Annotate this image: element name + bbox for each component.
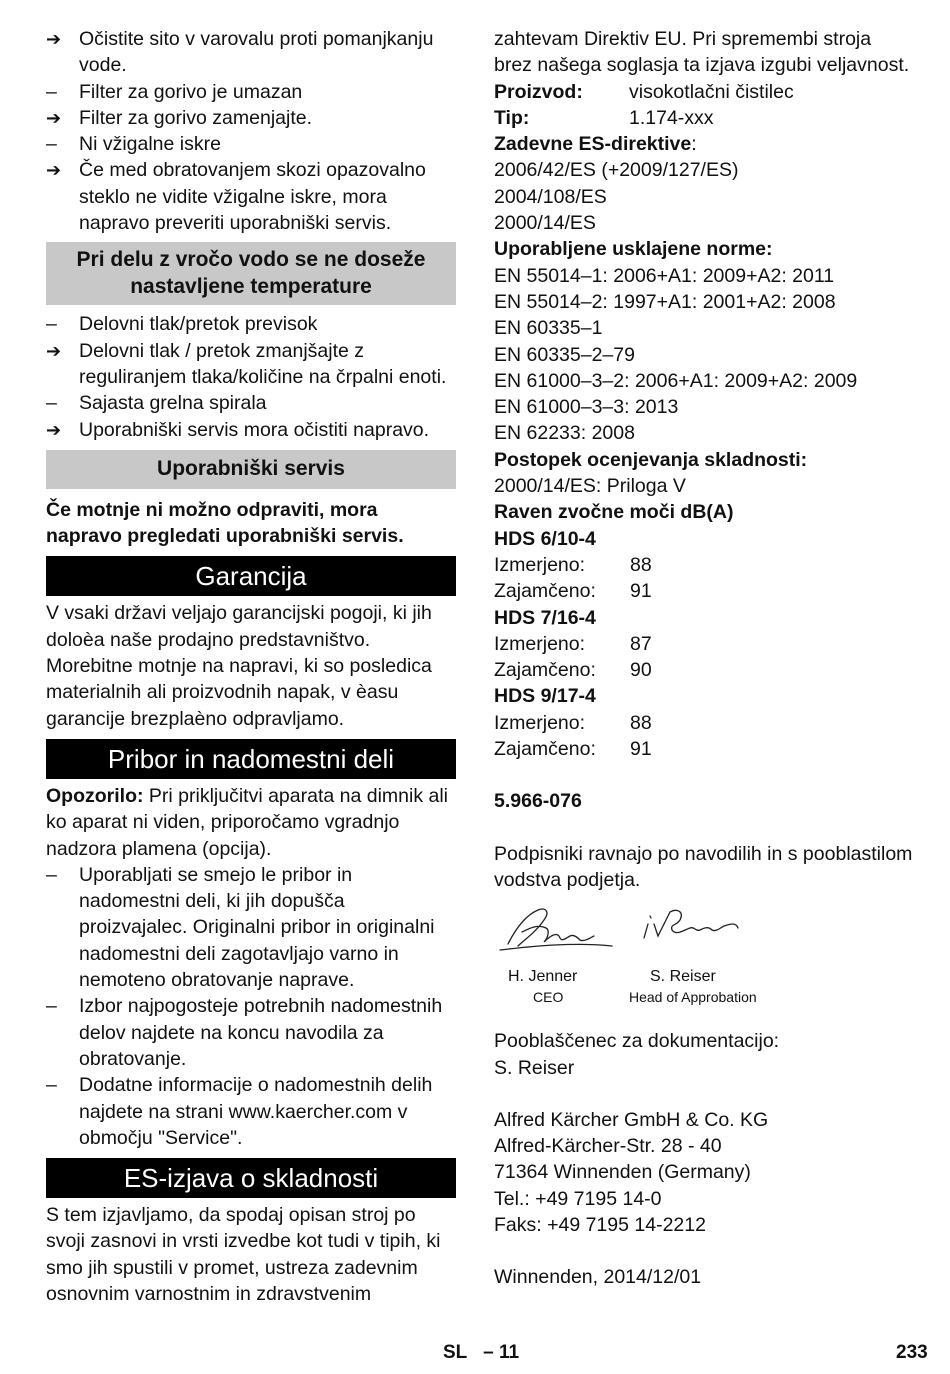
parts-heading: Pribor in nadomestni deli — [46, 739, 456, 779]
conformity-value: 2000/14/ES: Priloga V — [494, 475, 686, 498]
norm-line: EN 60335–2–79 — [494, 343, 635, 366]
company-line: Alfred Kärcher GmbH & Co. KG — [494, 1108, 769, 1131]
norms-label: Uporabljene usklajene norme: — [494, 238, 773, 261]
measured-value: 88 — [630, 711, 652, 734]
trouble-list-1 — [46, 26, 456, 236]
norm-line: EN 55014–1: 2006+A1: 2009+A2: 2011 — [494, 264, 835, 287]
arrow-icon: ➔ — [46, 160, 62, 181]
service-text: Če motnje ni možno odpraviti, mora napravo pregledati uporabniški servis. — [46, 498, 404, 548]
parts-list — [46, 862, 456, 1151]
norm-line: EN 61000–3–2: 2006+A1: 2009+A2: 2009 — [494, 369, 858, 392]
norm-line: EN 60335–1 — [494, 317, 603, 340]
list-item — [46, 131, 456, 157]
company-line: Faks: +49 7195 14-2212 — [494, 1213, 706, 1236]
warning-label: Opozorilo: — [46, 784, 144, 807]
signer1-name: H. Jenner — [508, 968, 578, 986]
footer-page-number: 233 — [896, 1342, 928, 1363]
directives-label: Zadevne ES-direktive — [494, 133, 692, 156]
guaranteed-label: Zajamčeno: — [494, 659, 596, 682]
guaranteed-row — [494, 736, 914, 762]
company-line: 71364 Winnenden (Germany) — [494, 1161, 751, 1184]
dash-marker: – — [46, 313, 57, 336]
right-column — [494, 26, 914, 1291]
list-item-text: Ni vžigalne iskre — [79, 133, 221, 156]
measured-label: Izmerjeno: — [494, 632, 586, 655]
list-item-text: Izbor najpogosteje potrebnih nadomestnih delov najdete na koncu navodila za obratovanje. — [79, 995, 443, 1070]
list-item-text: Filter za gorivo je umazan — [79, 80, 303, 103]
list-item — [46, 311, 456, 337]
list-item — [46, 338, 456, 391]
left-column — [46, 26, 456, 1307]
model-name: HDS 9/17-4 — [494, 685, 596, 708]
norm-line: EN 62233: 2008 — [494, 422, 635, 445]
company-line: Tel.: +49 7195 14-0 — [494, 1187, 662, 1210]
list-item — [46, 993, 456, 1072]
es-continuation: zahtevam Direktiv EU. Pri spremembi stroja brez našega soglasja ta izjava izgubi veljavnost. — [494, 28, 910, 77]
measured-label: Izmerjeno: — [494, 553, 586, 576]
model-name: HDS 6/10-4 — [494, 527, 596, 550]
product-row — [494, 79, 914, 105]
warning-text: Pri priključitvi aparata na dimnik ali ko aparat ni viden, priporočamo vgradnjo nadzora plamena (opcija). — [46, 784, 449, 860]
signers-note: Podpisniki ravnajo po navodilih in s pooblastilom vodstva podjetja. — [494, 842, 913, 891]
list-item — [46, 105, 456, 131]
signer2-role: Head of Approbation — [629, 989, 757, 1006]
signature-drawing — [494, 902, 784, 964]
type-value: 1.174-xxx — [629, 106, 714, 129]
list-item — [46, 26, 456, 79]
list-item — [46, 157, 456, 236]
list-item — [46, 79, 456, 105]
product-value: visokotlačni čistilec — [629, 80, 794, 103]
arrow-icon: ➔ — [46, 340, 62, 361]
norm-line: EN 55014–2: 1997+A1: 2001+A2: 2008 — [494, 290, 836, 313]
list-item — [46, 417, 456, 443]
warranty-text: V vsaki državi veljajo garancijski pogoji, ki jih doloèa naše prodajno predstavništvo. Morebitne motnje na napravi, ki so posledica materialnih ali proizvodnih napak, v èasu garancije brezplaèno odpravljamo. — [46, 602, 432, 730]
list-item-text: Dodatne informacije o nadomestnih delih najdete na strani www.kaercher.com v območju "Service". — [79, 1074, 433, 1149]
measured-label: Izmerjeno: — [494, 711, 586, 734]
measured-row — [494, 710, 914, 736]
dash-marker: – — [46, 863, 57, 886]
guaranteed-label: Zajamčeno: — [494, 580, 596, 603]
directives-title — [494, 131, 914, 157]
list-item-text: Delovni tlak/pretok previsok — [79, 313, 318, 336]
guaranteed-value: 91 — [630, 580, 652, 603]
trouble-list-2 — [46, 311, 456, 442]
dash-marker: – — [46, 133, 57, 156]
list-item-text: Sajasta grelna spirala — [79, 392, 267, 415]
measured-row — [494, 552, 914, 578]
signer2-name: S. Reiser — [650, 968, 716, 986]
warranty-heading: Garancija — [46, 556, 456, 596]
service-heading: Uporabniški servis — [46, 450, 456, 489]
doc-number: 5.966-076 — [494, 790, 582, 813]
guaranteed-row — [494, 578, 914, 604]
dash-marker: – — [46, 392, 57, 415]
list-item-text: Uporabljati se smejo le pribor in nadomestni deli, ki jih dopušča proizvajalec. Originalni pribor in originalni nadomestni deli zagotavljajo varno in nemoteno obratovanje naprave. — [79, 863, 435, 992]
conformity-label: Postopek ocenjevanja skladnosti: — [494, 448, 808, 471]
signer1-role: CEO — [533, 989, 564, 1006]
footer-local-page: – 11 — [483, 1342, 520, 1363]
guaranteed-value: 90 — [630, 659, 652, 682]
footer-section: SL — [443, 1342, 468, 1363]
es-heading: ES-izjava o skladnosti — [46, 1158, 456, 1198]
list-item-text: Očistite sito v varovalu proti pomanjkanju vode. — [79, 28, 434, 77]
place-date: Winnenden, 2014/12/01 — [494, 1266, 702, 1289]
directives-colon: : — [691, 133, 697, 156]
doc-authority-label: Pooblaščenec za dokumentacijo: — [494, 1030, 780, 1053]
dash-marker: – — [46, 1074, 57, 1097]
list-item-text: Filter za gorivo zamenjajte. — [79, 106, 313, 129]
list-item — [46, 390, 456, 416]
dash-marker: – — [46, 80, 57, 103]
signature-block — [494, 902, 914, 1006]
guaranteed-label: Zajamčeno: — [494, 738, 596, 761]
measured-row — [494, 631, 914, 657]
footer-page-label — [443, 1342, 519, 1364]
list-item — [46, 862, 456, 993]
list-item-text: Če med obratovanjem skozi opazovalno steklo ne vidite vžigalne iskre, mora napravo preveriti uporabniški servis. — [79, 159, 426, 235]
list-item-text: Delovni tlak / pretok zmanjšajte z reguliranjem tlaka/količine na črpalni enoti. — [79, 339, 447, 388]
norm-line: EN 61000–3–3: 2013 — [494, 396, 679, 419]
arrow-icon: ➔ — [46, 29, 62, 49]
parts-warning — [46, 783, 456, 862]
company-line: Alfred-Kärcher-Str. 28 - 40 — [494, 1135, 722, 1158]
model-name: HDS 7/16-4 — [494, 606, 596, 629]
directive-line: 2000/14/ES — [494, 212, 596, 235]
es-text: S tem izjavljamo, da spodaj opisan stroj po svoji zasnovi in vrsti izvedbe kot tudi v tipih, ki smo jih spustili v promet, ustreza zadevnim osnovnim varnostnim in zdravstvenim — [46, 1204, 441, 1305]
type-label: Tip: — [494, 106, 530, 129]
dash-marker: – — [46, 995, 57, 1018]
type-row — [494, 105, 914, 131]
sound-label: Raven zvočne moči dB(A) — [494, 501, 734, 524]
arrow-icon: ➔ — [46, 419, 62, 440]
measured-value: 87 — [630, 632, 652, 655]
measured-value: 88 — [630, 553, 652, 576]
doc-authority-name: S. Reiser — [494, 1056, 575, 1079]
hot-water-heading: Pri delu z vročo vodo se ne doseže nastavljene temperature — [46, 242, 456, 305]
directive-line: 2004/108/ES — [494, 185, 607, 208]
guaranteed-value: 91 — [630, 738, 652, 761]
product-label: Proizvod: — [494, 80, 583, 103]
arrow-icon: ➔ — [46, 107, 62, 128]
list-item-text: Uporabniški servis mora očistiti napravo. — [79, 418, 430, 441]
directive-line: 2006/42/ES (+2009/127/ES) — [494, 159, 739, 182]
guaranteed-row — [494, 657, 914, 683]
list-item — [46, 1072, 456, 1151]
